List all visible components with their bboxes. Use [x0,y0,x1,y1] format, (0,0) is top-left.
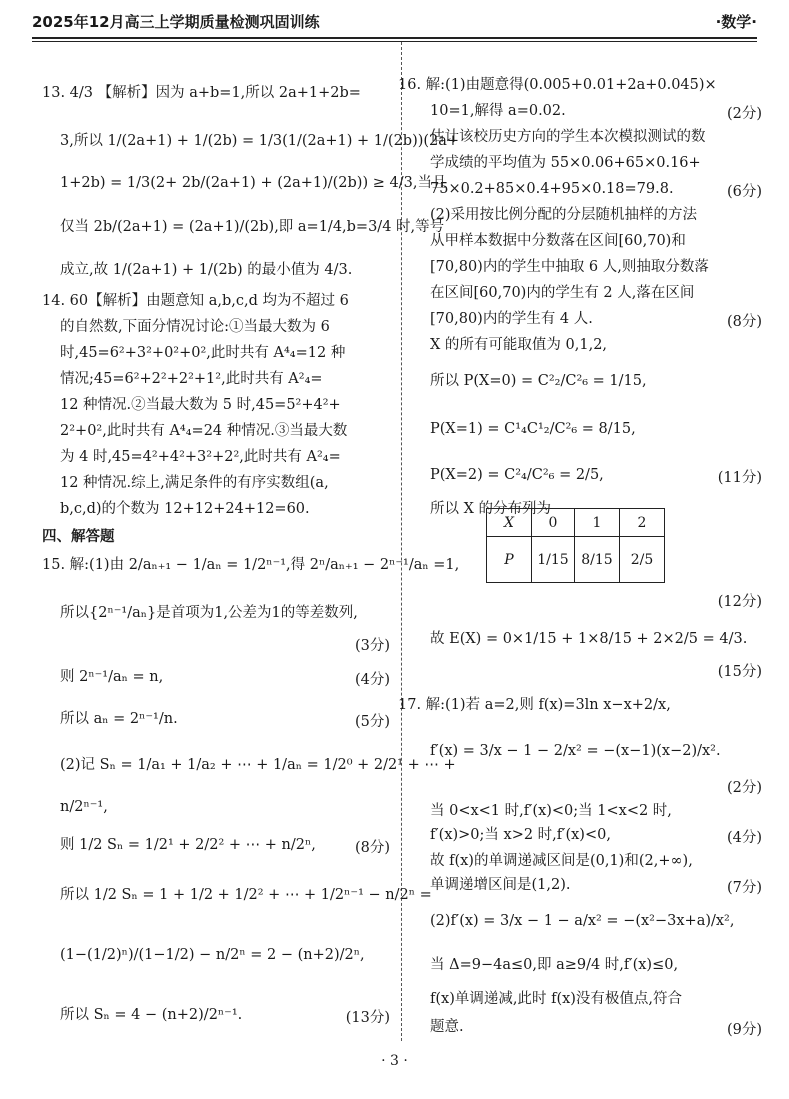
q15-line-6: n/2ⁿ⁻¹, [60,799,108,815]
q13-line-1: 13. 4/3 【解析】因为 a+b=1,所以 2a+1+2b= [42,85,361,101]
table-cell: X [487,509,532,537]
q15-line-3: 则 2ⁿ⁻¹/aₙ = n, [60,669,164,685]
q15-line-5: (2)记 Sₙ = 1/a₁ + 1/a₂ + ⋯ + 1/aₙ = 1/2⁰ + 2/2¹ + ⋯ + [60,757,456,773]
q17-line-6: 单调递增区间是(1,2). [430,877,571,893]
q15-line-10: 所以 Sₙ = 4 − (n+2)/2ⁿ⁻¹. [60,1007,243,1023]
q16-line-9: 在区间[60,70)内的学生有 2 人,落在区间 [430,285,695,301]
q15-line-9: (1−(1/2)ⁿ)/(1−1/2) − n/2ⁿ = 2 − (n+2)/2ⁿ, [60,947,365,963]
table-cell: 8/15 [575,537,620,583]
q14-line-7: 为 4 时,45=4²+4²+3²+2²,此时共有 A²₄= [60,449,341,465]
table-cell: 1/15 [532,537,575,583]
q16-line-10: [70,80)内的学生有 4 人. [430,311,593,327]
q14-line-5: 12 种情况.②当最大数为 5 时,45=5²+4²+ [60,397,341,413]
q17-line-5: 故 f(x)的单调递减区间是(0,1)和(2,+∞), [430,853,693,869]
table-cell: 0 [532,509,575,537]
q17-line-8: 当 Δ=9−4a≤0,即 a≥9/4 时,f′(x)≤0, [430,957,679,973]
q16-line-14: P(X=2) = C²₄/C²₆ = 2/5, [430,467,604,483]
q16-line-4: 学成绩的平均值为 55×0.06+65×0.16+ [430,155,701,171]
page-header [32,8,757,34]
q17-score-9: (9分) [726,1022,762,1038]
q17-score-4: (4分) [726,830,762,846]
table-cell: 2 [620,509,665,537]
q17-line-7: (2)f′(x) = 3/x − 1 − a/x² = −(x²−3x+a)/x², [430,913,735,929]
q14-line-2: 的自然数,下面分情况讨论:①当最大数为 6 [60,319,330,335]
q15-score-5: (5分) [354,714,390,730]
exam-title: 2025年12月高三上学期质量检测巩固训练 [32,12,320,31]
table-cell: 2/5 [620,537,665,583]
q17-line-1: 17. 解:(1)若 a=2,则 f(x)=3ln x−x+2/x, [398,697,671,713]
q16-score-12: (12分) [717,594,762,610]
q16-line-6: (2)采用按比例分配的分层随机抽样的方法 [430,207,698,223]
section-heading: 四、解答题 [42,529,115,545]
q17-line-10: 题意. [430,1019,464,1035]
q14-line-1: 14. 60【解析】由题意知 a,b,c,d 均为不超过 6 [42,293,349,309]
q15-score-8: (8分) [354,840,390,856]
q16-line-1: 16. 解:(1)由题意得(0.005+0.01+2a+0.045)× [398,77,717,93]
q16-line-11: X 的所有可能取值为 0,1,2, [430,337,608,353]
q15-score-3: (3分) [354,638,390,654]
q13-line-3: 1+2b) = 1/3(2+ 2b/(2a+1) + (2a+1)/(2b)) ≥ 4/3,当且 [60,175,447,191]
q14-line-6: 2²+0²,此时共有 A⁴₄=24 种情况.③当最大数 [60,423,348,439]
page-number: · 3 · [381,1053,408,1069]
q15-line-2: 所以{2ⁿ⁻¹/aₙ}是首项为1,公差为1的等差数列, [60,605,358,621]
table-cell: P [487,537,532,583]
q16-line-2: 10=1,解得 a=0.02. [430,103,566,119]
q16-line-5: 75×0.2+85×0.4+95×0.18=79.8. [430,181,674,197]
q16-line-15: 所以 X 的分布列为 [430,501,552,517]
q16-score-8: (8分) [726,314,762,330]
table-row [487,509,665,537]
q16-line-12: 所以 P(X=0) = C²₂/C²₆ = 1/15, [430,373,647,389]
q17-score-2: (2分) [726,780,762,796]
distribution-table [486,508,665,583]
q17-line-3: 当 0<x<1 时,f′(x)<0;当 1<x<2 时, [430,803,672,819]
table-row [487,537,665,583]
q15-line-7: 则 1/2 Sₙ = 1/2¹ + 2/2² + ⋯ + n/2ⁿ, [60,837,316,853]
q16-score-11: (11分) [717,470,762,486]
q16-line-16: 故 E(X) = 0×1/15 + 1×8/15 + 2×2/5 = 4/3. [430,631,748,647]
q14-line-4: 情况;45=6²+2²+2²+1²,此时共有 A²₄= [60,371,323,387]
q17-line-4: f′(x)>0;当 x>2 时,f′(x)<0, [430,827,611,843]
q15-score-13: (13分) [345,1010,390,1026]
q16-line-13: P(X=1) = C¹₄C¹₂/C²₆ = 8/15, [430,421,636,437]
q15-line-8: 所以 1/2 Sₙ = 1 + 1/2 + 1/2² + ⋯ + 1/2ⁿ⁻¹ − n/2ⁿ = [60,887,432,903]
q13-line-4: 仅当 2b/(2a+1) = (2a+1)/(2b),即 a=1/4,b=3/4 时,等号 [60,219,445,235]
q14-line-3: 时,45=6²+3²+0²+0²,此时共有 A⁴₄=12 种 [60,345,346,361]
q16-score-6: (6分) [726,184,762,200]
q15-line-1: 15. 解:(1)由 2/aₙ₊₁ − 1/aₙ = 1/2ⁿ⁻¹,得 2ⁿ/aₙ₊₁ − 2ⁿ⁻¹/aₙ =1, [42,557,460,573]
q16-score-2: (2分) [726,106,762,122]
subject-label: ·数学· [715,12,757,31]
q17-line-9: f(x)单调递减,此时 f(x)没有极值点,符合 [430,991,683,1007]
q15-score-4: (4分) [354,672,390,688]
header-rule-thin [32,41,757,42]
q14-line-8: 12 种情况.综上,满足条件的有序实数组(a, [60,475,329,491]
q16-line-7: 从甲样本数据中分数落在区间[60,70)和 [430,233,686,249]
q13-line-5: 成立,故 1/(2a+1) + 1/(2b) 的最小值为 4/3. [60,262,353,278]
q17-line-2: f′(x) = 3/x − 1 − 2/x² = −(x−1)(x−2)/x². [430,743,721,759]
q16-score-15: (15分) [717,664,762,680]
q16-line-8: [70,80)内的学生中抽取 6 人,则抽取分数落 [430,259,709,275]
q13-line-2: 3,所以 1/(2a+1) + 1/(2b) = 1/3(1/(2a+1) + 1/(2b))(2a+ [60,133,460,149]
q14-line-9: b,c,d)的个数为 12+12+24+12=60. [60,501,310,517]
q15-line-4: 所以 aₙ = 2ⁿ⁻¹/n. [60,711,178,727]
header-rule [32,37,757,39]
q16-line-3: 估计该校历史方向的学生本次模拟测试的数 [430,129,706,145]
table-cell: 1 [575,509,620,537]
q17-score-7: (7分) [726,880,762,896]
